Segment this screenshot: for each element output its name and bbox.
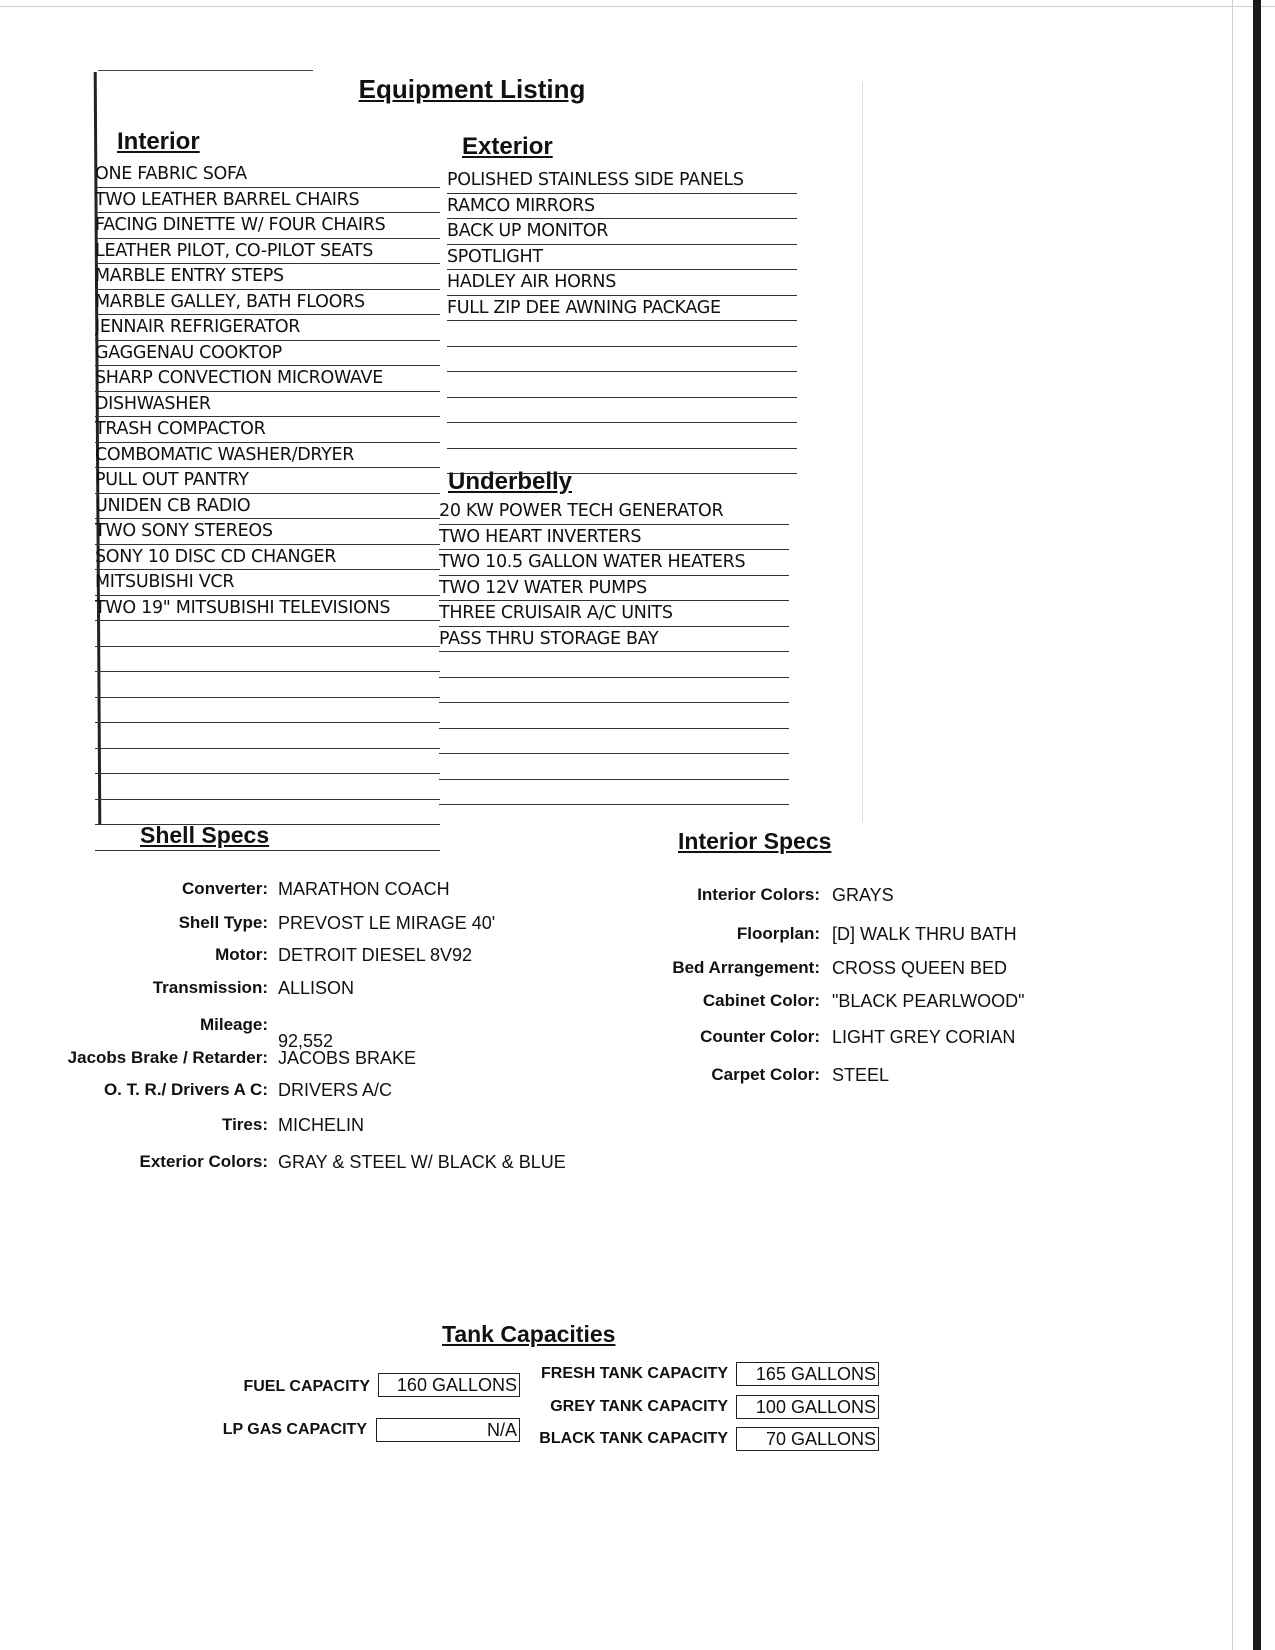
equipment-item: PULL OUT PANTRY — [95, 468, 440, 494]
equipment-item: POLISHED STAINLESS SIDE PANELS — [447, 168, 797, 194]
spec-row — [0, 885, 894, 913]
equipment-item — [95, 647, 440, 673]
equipment-item — [447, 398, 797, 424]
equipment-item: MARBLE GALLEY, BATH FLOORS — [95, 290, 440, 316]
equipment-item: TWO LEATHER BARREL CHAIRS — [95, 188, 440, 214]
equipment-item: LEATHER PILOT, CO-PILOT SEATS — [95, 239, 440, 265]
equipment-item — [447, 423, 797, 449]
equipment-item: BACK UP MONITOR — [447, 219, 797, 245]
equipment-item — [439, 678, 789, 704]
underbelly-equipment-list — [439, 499, 789, 805]
equipment-item: THREE CRUISAIR A/C UNITS — [439, 601, 789, 627]
equipment-item — [95, 774, 440, 800]
grey-tank-capacity-label: GREY TANK CAPACITY — [550, 1398, 728, 1415]
spec-value: LIGHT GREY CORIAN — [832, 1027, 1016, 1047]
equipment-item: GAGGENAU COOKTOP — [95, 341, 440, 367]
equipment-item — [439, 780, 789, 806]
spec-label: Bed Arrangement: — [672, 958, 820, 977]
lp-gas-capacity-value: N/A — [376, 1418, 520, 1442]
spec-label: Converter: — [182, 879, 268, 898]
box-right-border — [862, 82, 863, 822]
equipment-item — [95, 698, 440, 724]
spec-value: PREVOST LE MIRAGE 40' — [278, 913, 496, 933]
equipment-item — [439, 703, 789, 729]
spec-label: Jacobs Brake / Retarder: — [67, 1048, 268, 1067]
equipment-item: FULL ZIP DEE AWNING PACKAGE — [447, 296, 797, 322]
box-top-stub — [98, 70, 313, 71]
equipment-item: TWO 10.5 GALLON WATER HEATERS — [439, 550, 789, 576]
spec-value: DRIVERS A/C — [278, 1080, 393, 1100]
spec-label: Carpet Color: — [711, 1065, 820, 1084]
equipment-item: HADLEY AIR HORNS — [447, 270, 797, 296]
spec-row — [0, 1152, 566, 1180]
equipment-item — [447, 372, 797, 398]
spec-value: MICHELIN — [278, 1115, 365, 1135]
spec-value: GRAYS — [832, 885, 894, 905]
black-tank-capacity-value: 70 GALLONS — [736, 1427, 879, 1451]
spec-value: GRAY & STEEL W/ BLACK & BLUE — [278, 1152, 566, 1172]
spec-value: ALLISON — [278, 978, 355, 998]
equipment-listing — [82, 70, 862, 830]
spec-label: Counter Color: — [700, 1027, 820, 1046]
fresh-tank-capacity-label: FRESH TANK CAPACITY — [541, 1365, 728, 1382]
equipment-item — [95, 672, 440, 698]
shell-specs-heading: Shell Specs — [140, 822, 270, 848]
equipment-item — [439, 754, 789, 780]
equipment-item — [95, 723, 440, 749]
interior-equipment-list — [95, 162, 440, 851]
spec-label: O. T. R./ Drivers A C: — [103, 1080, 268, 1099]
spec-label: Floorplan: — [736, 924, 820, 943]
spec-row — [0, 1065, 890, 1093]
spec-label: Transmission: — [152, 978, 268, 997]
spec-label: Motor: — [215, 945, 268, 964]
equipment-item: UNIDEN CB RADIO — [95, 494, 440, 520]
spec-label: Exterior Colors: — [139, 1152, 268, 1171]
equipment-item — [439, 652, 789, 678]
equipment-item: FACING DINETTE W/ FOUR CHAIRS — [95, 213, 440, 239]
spec-value: MARATHON COACH — [278, 879, 450, 899]
spec-value: DETROIT DIESEL 8V92 — [278, 945, 473, 965]
grey-tank-capacity-value: 100 GALLONS — [736, 1395, 879, 1419]
tank-capacities-heading: Tank Capacities — [442, 1321, 616, 1347]
equipment-item — [447, 321, 797, 347]
underbelly-heading: Underbelly — [448, 468, 573, 495]
lp-gas-capacity-label: LP GAS CAPACITY — [222, 1421, 367, 1438]
scan-right-edge — [1253, 0, 1261, 1650]
equipment-item: MITSUBISHI VCR — [95, 570, 440, 596]
interior-specs-heading: Interior Specs — [678, 828, 832, 854]
scan-top-edge — [0, 0, 1275, 7]
equipment-item — [95, 749, 440, 775]
fuel-capacity-label: FUEL CAPACITY — [243, 1378, 370, 1395]
interior-heading: Interior — [117, 128, 200, 155]
fresh-tank-capacity-value: 165 GALLONS — [736, 1362, 879, 1386]
equipment-item: SHARP CONVECTION MICROWAVE — [95, 366, 440, 392]
equipment-item: TWO SONY STEREOS — [95, 519, 440, 545]
spec-row — [0, 1027, 1016, 1055]
spec-label: Mileage: — [199, 1015, 268, 1034]
equipment-item: TWO 12V WATER PUMPS — [439, 576, 789, 602]
equipment-item: SPOTLIGHT — [447, 245, 797, 271]
spec-row — [0, 924, 1017, 952]
equipment-item: TRASH COMPACTOR — [95, 417, 440, 443]
spec-value: JACOBS BRAKE — [278, 1048, 417, 1068]
equipment-item: DISHWASHER — [95, 392, 440, 418]
equipment-item: PASS THRU STORAGE BAY — [439, 627, 789, 653]
equipment-item: MARBLE ENTRY STEPS — [95, 264, 440, 290]
equipment-item — [95, 621, 440, 647]
equipment-item: RAMCO MIRRORS — [447, 194, 797, 220]
spec-value: STEEL — [832, 1065, 890, 1085]
spec-value: [D] WALK THRU BATH — [832, 924, 1017, 944]
spec-row — [0, 958, 1008, 986]
equipment-item: 20 KW POWER TECH GENERATOR — [439, 499, 789, 525]
spec-row — [0, 991, 1025, 1019]
equipment-item — [447, 347, 797, 373]
equipment-item: ONE FABRIC SOFA — [95, 162, 440, 188]
exterior-heading: Exterior — [462, 133, 553, 160]
spec-value: "BLACK PEARLWOOD" — [832, 991, 1025, 1011]
equipment-item: TWO HEART INVERTERS — [439, 525, 789, 551]
spec-label: Tires: — [222, 1115, 268, 1134]
spec-row — [0, 1115, 365, 1143]
spec-value: 92,552 — [278, 1031, 334, 1051]
equipment-item: JENNAIR REFRIGERATOR — [95, 315, 440, 341]
equipment-item: SONY 10 DISC CD CHANGER — [95, 545, 440, 571]
equipment-item: COMBOMATIC WASHER/DRYER — [95, 443, 440, 469]
spec-value: CROSS QUEEN BED — [832, 958, 1008, 978]
scan-right-guide — [1232, 0, 1233, 1650]
spec-label: Shell Type: — [178, 913, 268, 932]
equipment-item — [439, 729, 789, 755]
exterior-equipment-list — [447, 168, 797, 474]
black-tank-capacity-label: BLACK TANK CAPACITY — [539, 1430, 728, 1447]
spec-label: Cabinet Color: — [702, 991, 820, 1010]
spec-label: Interior Colors: — [697, 885, 820, 904]
equipment-listing-title: Equipment Listing — [358, 74, 586, 104]
fuel-capacity-value: 160 GALLONS — [378, 1373, 520, 1397]
equipment-item: TWO 19" MITSUBISHI TELEVISIONS — [95, 596, 440, 622]
